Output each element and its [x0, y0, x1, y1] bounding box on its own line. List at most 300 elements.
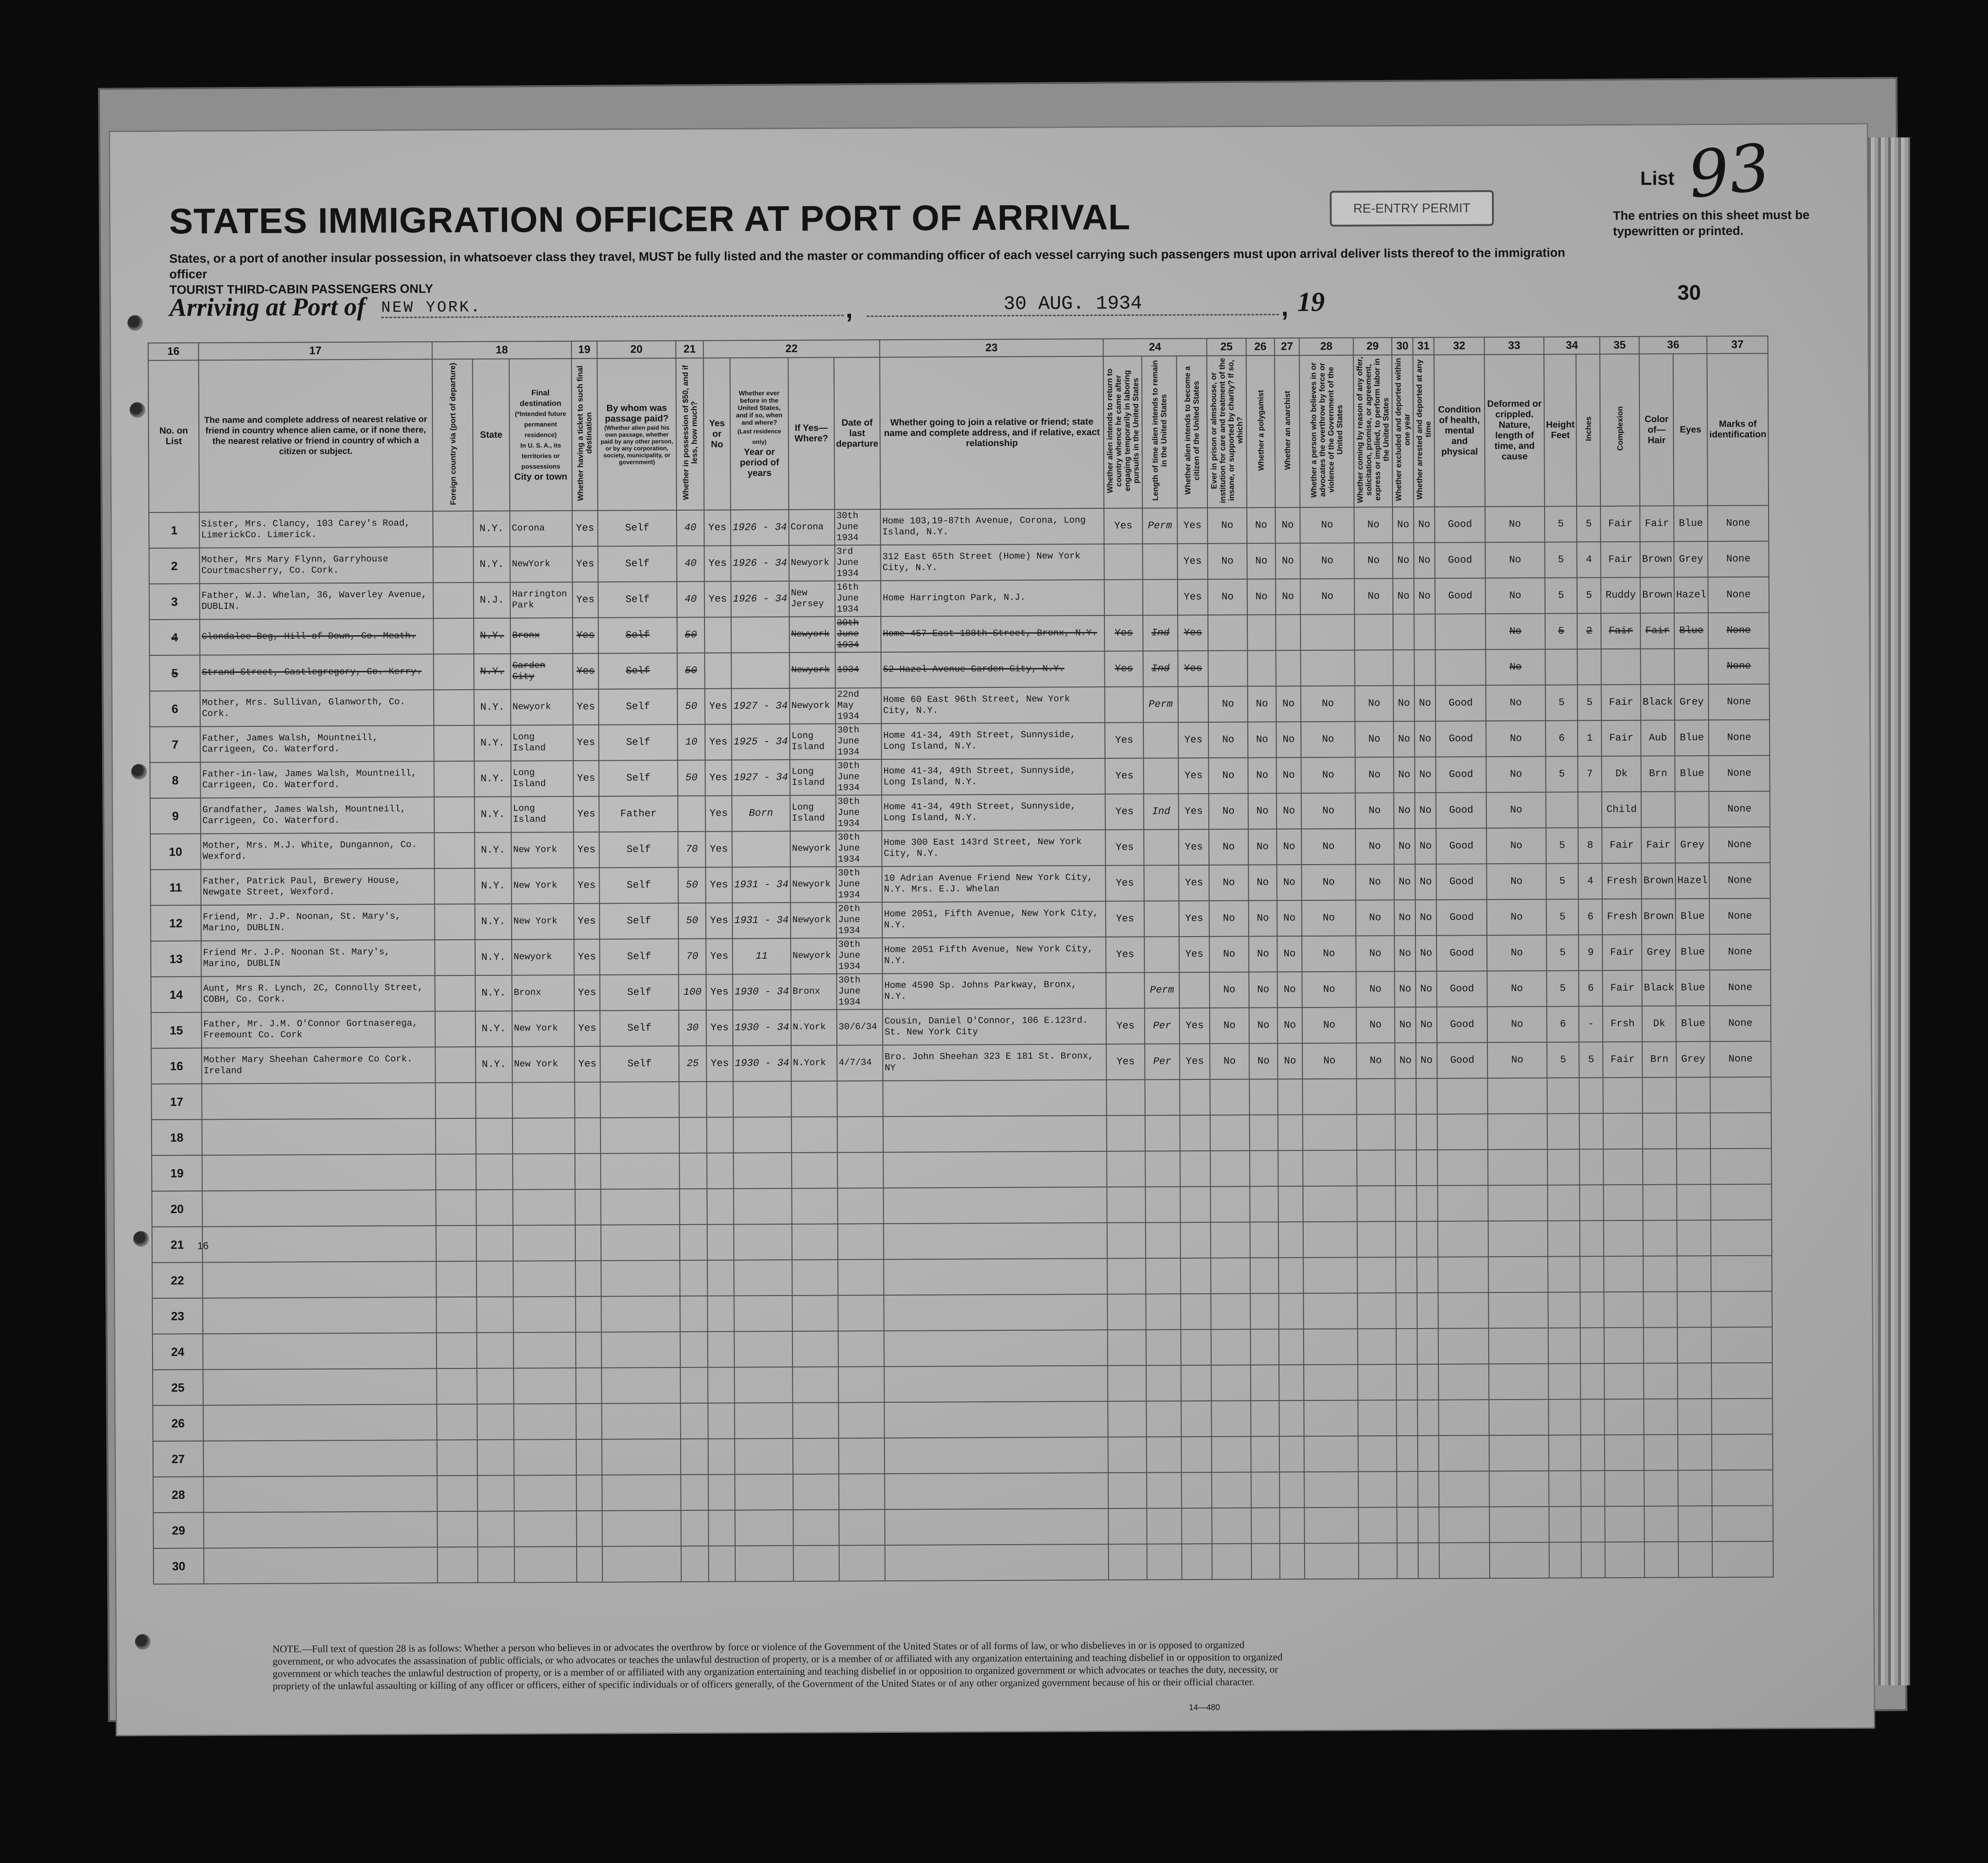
cell-empty [734, 1224, 792, 1260]
cell-row-number: 2 [149, 548, 199, 584]
header-passage-paid-text: By whom was passage paid? [605, 403, 669, 424]
cell-height-inches: 5 [1577, 506, 1600, 542]
header-complexion [1600, 354, 1640, 506]
cell-empty [679, 1189, 707, 1225]
cell-empty [1395, 1150, 1416, 1186]
cell-row-number: 15 [151, 1013, 202, 1048]
cell-health: Good [1436, 864, 1486, 899]
cell-relative-address: Father, W.J. Whelan, 36, Waverley Avenue, DUBLIN. [200, 583, 433, 619]
cell-empty [793, 1509, 839, 1545]
cell-polygamist [1247, 650, 1276, 686]
cell-empty [1251, 1329, 1279, 1365]
cell-purpose-return: Yes [1105, 866, 1144, 901]
cell-marks: None [1710, 1006, 1771, 1042]
cell-empty [1417, 1257, 1438, 1293]
cell-excluded: No [1393, 757, 1415, 793]
cell-empty [1547, 1113, 1580, 1149]
cell-polygamist: No [1248, 829, 1277, 865]
instructions-line: TOURIST THIRD-CABIN PASSENGERS ONLY [169, 282, 433, 297]
cell-hair-color: Fair [1640, 613, 1674, 648]
cell-empty [1211, 1222, 1250, 1258]
cell-empty [1211, 1294, 1251, 1329]
cell-empty [1605, 1471, 1644, 1506]
cell-empty [202, 1261, 436, 1298]
cell-ticket: Yes [574, 904, 600, 939]
cell-empty [1145, 1115, 1180, 1151]
cell-last-departure: 30th June 1934 [836, 866, 882, 902]
cell-empty [793, 1545, 839, 1581]
cell-empty [708, 1474, 735, 1510]
cell-polygamist: No [1248, 686, 1276, 722]
cell-eye-color: Blue [1675, 756, 1709, 791]
header-inches-text: Inches [1584, 416, 1593, 441]
cell-empty [514, 1404, 576, 1440]
cell-eye-color: Hazel [1676, 863, 1709, 899]
cell-hair-color: Brown [1640, 541, 1674, 577]
cell-excluded [1393, 614, 1414, 650]
cell-empty [1108, 1366, 1146, 1401]
cell-passage-paid-by: Self [598, 653, 677, 689]
cell-joining-address: Home 41-34, 49th Street, Sunnyside, Long Island, N.Y. [881, 758, 1105, 795]
cell-empty [1107, 1151, 1145, 1187]
cell-deported: No [1414, 507, 1435, 543]
cell-empty [1251, 1400, 1279, 1436]
cell-empty [791, 1081, 837, 1117]
cell-passage-paid-by: Self [600, 903, 678, 939]
cell-empty [1489, 1400, 1549, 1436]
cell-overthrow [1300, 650, 1354, 686]
cell-empty [1711, 1256, 1772, 1292]
cell-polygamist: No [1247, 579, 1276, 615]
cell-empty [1678, 1434, 1712, 1470]
cell-passage-paid-by: Self [598, 582, 677, 618]
cell-empty [1181, 1329, 1211, 1365]
cell-joining-address: Home 103,19-87th Avenue, Corona, Long Island, N.Y. [880, 508, 1104, 545]
cell-height-feet: 5 [1546, 685, 1578, 720]
header-foreign-country-text: Foreign country via (port of departure) [448, 362, 458, 505]
cell-empty [202, 1154, 436, 1191]
col-num: 35 [1600, 337, 1639, 354]
cell-passage-paid-by: Self [599, 760, 677, 796]
cell-empty [1677, 1184, 1711, 1220]
cell-prison: No [1210, 1008, 1249, 1044]
cell-empty [1677, 1149, 1710, 1184]
cell-hair-color: Brown [1642, 863, 1676, 899]
cell-dest-city: Long Island [511, 761, 573, 797]
cell-relative-address: Clondalee Beg, Hill of Down, Co. Meath. [200, 618, 433, 655]
cell-empty [1603, 1113, 1643, 1149]
cell-hair-color: Grey [1642, 934, 1676, 970]
cell-anarchist: No [1278, 1043, 1302, 1079]
cell-dest-city: New York [512, 1011, 574, 1047]
cell-complexion: Fair [1601, 720, 1641, 756]
header-if-yes: If Yes— [795, 423, 828, 433]
cell-relative-address: Mother, Mrs Mary Flynn, Garryhouse Courtmacsherry, Co. Cork. [199, 547, 433, 583]
cell-empty [477, 1368, 513, 1404]
cell-empty [679, 1082, 706, 1117]
cell-empty [680, 1260, 707, 1296]
cell-purpose-return [1105, 687, 1143, 723]
cell-empty [477, 1476, 514, 1511]
cell-money: 50 [677, 760, 705, 796]
cell-empty [437, 1476, 477, 1511]
cell-overthrow: No [1302, 936, 1356, 972]
stamp-number: 30 [1677, 280, 1701, 305]
cell-height-feet: 5 [1546, 828, 1578, 863]
cell-foreign-country [434, 725, 474, 761]
cell-row-number: 16 [151, 1048, 202, 1084]
cell-passage-paid-by: Self [599, 867, 678, 904]
cell-height-feet: 5 [1546, 970, 1579, 1006]
header-labor-offer-text: Whether coming by reason of any offer, solicitation, promise, or agreement, express or implied, to perform labor in the United States [1355, 356, 1391, 503]
cell-empty [885, 1437, 1108, 1474]
cell-empty [1604, 1363, 1644, 1399]
cell-empty [1107, 1223, 1146, 1258]
cell-empty [1438, 1257, 1488, 1292]
cell-last-departure: 4/7/34 [837, 1045, 883, 1081]
cell-empty [1304, 1472, 1358, 1508]
cell-ticket: Yes [573, 582, 598, 618]
cell-prison: No [1210, 1044, 1249, 1079]
cell-purpose-return [1104, 580, 1143, 616]
cell-polygamist: No [1248, 865, 1277, 900]
cell-last-departure: 30th June 1934 [836, 831, 882, 866]
cell-empty [514, 1547, 577, 1583]
cell-empty [837, 1081, 883, 1117]
cell-empty [734, 1331, 792, 1367]
cell-ticket: Yes [573, 654, 598, 689]
cell-empty [681, 1475, 708, 1510]
cell-ticket: Yes [572, 511, 598, 546]
cell-empty [707, 1260, 734, 1296]
cell-empty [733, 1117, 792, 1153]
cell-height-feet [1545, 649, 1578, 685]
cell-empty [437, 1333, 477, 1368]
cell-purpose-citizen: Yes [1179, 829, 1209, 865]
cell-empty [1643, 1113, 1677, 1149]
arriving-label: Arriving at Port of [169, 292, 366, 322]
cell-purpose-length: Per [1145, 1044, 1180, 1079]
cell-eye-color: Blue [1676, 970, 1710, 1006]
cell-empty [681, 1403, 708, 1439]
cell-polygamist: No [1247, 507, 1275, 543]
cell-height-feet: 5 [1545, 506, 1577, 542]
cell-row-number: 5 [149, 655, 200, 691]
cell-foreign-country [435, 1011, 475, 1047]
cell-purpose-length: Per [1145, 1008, 1180, 1044]
cell-empty [1711, 1363, 1772, 1399]
cell-row-number: 1 [149, 512, 199, 548]
cell-height-inches: 9 [1578, 935, 1602, 970]
header-anarchist [1275, 355, 1300, 507]
cell-empty [679, 1117, 707, 1153]
side-number: 16 [197, 1240, 209, 1252]
cell-excluded: No [1394, 864, 1415, 900]
cell-health [1435, 614, 1486, 649]
cell-empty [1580, 1292, 1604, 1328]
cell-previous-where: Newyork [790, 688, 836, 724]
cell-passage-paid-by: Self [600, 939, 678, 975]
cell-empty [707, 1224, 734, 1260]
cell-empty [1357, 1221, 1396, 1257]
cell-empty [1603, 1149, 1643, 1185]
cell-empty [1547, 1149, 1580, 1185]
cell-excluded: No [1394, 936, 1415, 971]
cell-empty [1107, 1258, 1146, 1294]
col-num: 34 [1544, 337, 1600, 354]
cell-empty [1211, 1329, 1251, 1365]
cell-last-departure: 30th June 1934 [835, 509, 881, 545]
cell-purpose-length: Perm [1143, 686, 1178, 722]
cell-empty [601, 1296, 680, 1332]
cell-row-number: 23 [152, 1298, 202, 1334]
cell-empty [709, 1546, 735, 1581]
cell-labor-offer [1354, 650, 1393, 686]
cell-purpose-length: Perm [1142, 508, 1177, 544]
cell-foreign-country [433, 547, 473, 583]
cell-purpose-length: Ind [1144, 794, 1179, 829]
cell-empty [1488, 1149, 1547, 1186]
cell-empty [1395, 1114, 1416, 1150]
header-excluded [1392, 355, 1414, 507]
cell-empty [1251, 1365, 1279, 1400]
header-deported-text: Whether arrested and deported at any time [1415, 359, 1433, 500]
cell-empty [1439, 1542, 1490, 1578]
cell-deported: No [1414, 578, 1435, 614]
cell-empty [1439, 1507, 1490, 1542]
cell-empty [437, 1404, 477, 1440]
cell-empty [708, 1331, 734, 1367]
cell-height-feet: 5 [1545, 613, 1578, 649]
cell-empty [1579, 1149, 1603, 1185]
cell-empty [476, 1190, 513, 1226]
cell-empty [707, 1296, 734, 1331]
cell-empty [512, 1082, 574, 1118]
cell-row-number: 14 [151, 977, 201, 1013]
cell-empty [1603, 1078, 1643, 1113]
cell-empty [575, 1261, 601, 1296]
cell-polygamist: No [1249, 972, 1277, 1008]
cell-empty [680, 1225, 707, 1260]
cell-empty [837, 1188, 884, 1224]
cell-marks: None [1708, 613, 1769, 649]
cell-empty [884, 1294, 1108, 1331]
cell-empty [792, 1402, 838, 1438]
cell-empty [436, 1297, 476, 1333]
cell-empty [1580, 1328, 1604, 1363]
cell-empty [1397, 1507, 1418, 1543]
cell-purpose-citizen: Yes [1177, 544, 1207, 579]
cell-empty [1417, 1186, 1438, 1221]
cell-money: 50 [677, 617, 705, 653]
cell-empty [1279, 1472, 1304, 1508]
cell-previous-years: 1930 - 34 [733, 1046, 791, 1082]
col-num: 16 [148, 343, 198, 360]
cell-empty [1489, 1364, 1548, 1400]
cell-empty [1278, 1258, 1303, 1293]
header-city [509, 359, 572, 511]
cell-empty [885, 1473, 1108, 1509]
cell-overthrow: No [1301, 829, 1355, 865]
cell-deformed: No [1486, 864, 1546, 900]
cell-empty [1396, 1364, 1417, 1400]
arrival-date: 30 AUG. 1934 [867, 292, 1279, 317]
cell-purpose-return: Yes [1104, 616, 1143, 651]
cell-deformed: No [1486, 757, 1546, 793]
cell-dest-city: Newyork [511, 689, 573, 725]
cell-empty [1548, 1292, 1581, 1328]
cell-empty [436, 1118, 476, 1154]
cell-empty [575, 1189, 601, 1225]
cell-empty [1303, 1186, 1357, 1222]
cell-marks: None [1708, 541, 1769, 577]
cell-row-number: 30 [153, 1548, 204, 1584]
cell-excluded: No [1393, 721, 1415, 757]
cell-previous-visit: Yes [704, 510, 731, 545]
cell-empty [1579, 1078, 1603, 1113]
cell-previous-years [731, 617, 789, 653]
cell-height-inches: 5 [1577, 577, 1601, 613]
cell-complexion: Fair [1601, 542, 1640, 577]
cell-deported: No [1416, 1043, 1437, 1079]
passenger-ledger [147, 336, 1774, 1585]
header-state: State [473, 359, 510, 511]
header-deformed: Deformed or crippled. Nature, length of time, and cause [1485, 354, 1545, 507]
cell-purpose-citizen: Yes [1179, 901, 1209, 937]
cell-empty [1180, 1151, 1210, 1187]
cell-money: 40 [677, 582, 705, 617]
cell-labor-offer: No [1355, 686, 1393, 721]
cell-dest-city: Corona [510, 511, 572, 547]
cell-empty [602, 1510, 681, 1547]
cell-empty [1304, 1365, 1358, 1401]
cell-row-number: 4 [149, 620, 200, 655]
cell-previous-where: Bronx [791, 974, 836, 1009]
cell-overthrow [1300, 615, 1354, 651]
cell-anarchist: No [1275, 507, 1300, 543]
cell-empty [1417, 1293, 1438, 1329]
entries-note: The entries on this sheet must be typewritten or printed. [1613, 208, 1810, 239]
cell-health: Good [1435, 542, 1485, 578]
cell-empty [1604, 1256, 1643, 1292]
cell-empty [1488, 1185, 1548, 1221]
cell-relative-address: Friend, Mr. J.P. Noonan, St. Mary's, Marino, DUBLIN. [201, 904, 435, 941]
cell-dest-city: Bronx [512, 975, 574, 1011]
cell-relative-address: Mother, Mrs. M.J. White, Dungannon, Co. Wexford. [201, 833, 434, 869]
header-prev-visit-note: (Last residence only) [737, 427, 781, 445]
cell-empty [1180, 1115, 1210, 1151]
cell-empty [513, 1261, 575, 1297]
cell-row-number: 9 [150, 798, 201, 834]
cell-empty [1395, 1079, 1416, 1114]
page-title: STATES IMMIGRATION OFFICER AT PORT OF ARRIVAL [169, 196, 1131, 241]
cell-empty [513, 1225, 575, 1261]
cell-money: 30 [679, 1010, 706, 1046]
cell-row-number: 19 [152, 1155, 202, 1191]
cell-purpose-citizen: Yes [1180, 1008, 1210, 1044]
cell-eye-color [1675, 648, 1709, 684]
cell-previous-where: Newyork [790, 831, 836, 866]
cell-eye-color [1675, 791, 1709, 827]
cell-foreign-country [434, 833, 475, 868]
col-num: 31 [1413, 338, 1434, 355]
cell-polygamist: No [1247, 543, 1275, 579]
header-prison-text: Ever in prison or almshouse, or institution for care and treatment of the insane, or supported by charity? If so, which? [1209, 358, 1245, 503]
cell-empty [602, 1439, 681, 1475]
cell-empty [1108, 1473, 1147, 1509]
cell-empty [1490, 1542, 1549, 1579]
cell-empty [884, 1366, 1108, 1402]
cell-money: 50 [677, 653, 705, 689]
header-hair [1639, 354, 1674, 506]
cell-empty [792, 1224, 838, 1259]
header-health: Condition of health, mental and physical [1434, 354, 1485, 507]
cell-empty [885, 1544, 1109, 1581]
list-number: 93 [1684, 130, 1774, 213]
cell-purpose-return: Yes [1105, 723, 1143, 758]
cell-empty [680, 1367, 708, 1403]
cell-excluded: No [1395, 1043, 1416, 1079]
cell-empty [1710, 1149, 1771, 1185]
header-usa: In U. S. A., its territories or possessions [520, 441, 561, 470]
cell-empty [1145, 1079, 1180, 1115]
col-num: 32 [1434, 337, 1484, 354]
cell-empty [792, 1117, 837, 1152]
cell-polygamist [1247, 615, 1276, 650]
cell-purpose-citizen [1178, 686, 1208, 722]
cell-empty [1711, 1291, 1772, 1328]
cell-anarchist: No [1276, 579, 1300, 615]
cell-empty [203, 1440, 437, 1476]
header-passage-paid [597, 358, 677, 511]
header-prev-where-text: Where? [794, 433, 828, 444]
cell-eye-color: Hazel [1674, 577, 1708, 613]
cell-empty [1303, 1115, 1357, 1151]
cell-empty [475, 1083, 512, 1118]
cell-anarchist [1276, 615, 1300, 650]
cell-row-number: 29 [153, 1513, 204, 1548]
cell-empty [1417, 1221, 1438, 1257]
cell-empty [733, 1081, 791, 1117]
cell-marks: None [1709, 934, 1770, 970]
cell-dest-city: Long Island [511, 725, 573, 761]
cell-money: 25 [679, 1046, 706, 1082]
cell-empty [437, 1368, 477, 1404]
cell-previous-years: 1930 - 34 [732, 974, 791, 1010]
cell-empty [1357, 1257, 1396, 1293]
cell-passage-paid-by: Self [598, 617, 677, 654]
cell-dest-state: N.Y. [474, 761, 511, 797]
cell-empty [1644, 1291, 1677, 1327]
cell-anarchist: No [1277, 936, 1302, 972]
cell-purpose-citizen [1179, 972, 1209, 1008]
cell-empty [513, 1296, 575, 1333]
manifest-sheet [110, 125, 1873, 1735]
cell-empty [203, 1333, 437, 1369]
cell-ticket: Yes [574, 1046, 600, 1082]
header-prison [1207, 356, 1247, 508]
cell-row-number: 12 [151, 905, 201, 941]
cell-dest-state: N.Y. [474, 618, 510, 654]
cell-joining-address: Cousin, Daniel O'Connor, 106 E.123rd. St. New York City [883, 1008, 1106, 1045]
cell-dest-state: N.Y. [473, 511, 510, 547]
cell-empty [839, 1474, 885, 1509]
cell-deported: No [1415, 828, 1436, 864]
cell-overthrow: No [1300, 543, 1354, 579]
cell-previous-years: 1927 - 34 [732, 688, 790, 724]
cell-empty [1438, 1328, 1489, 1364]
cell-empty [476, 1261, 513, 1297]
